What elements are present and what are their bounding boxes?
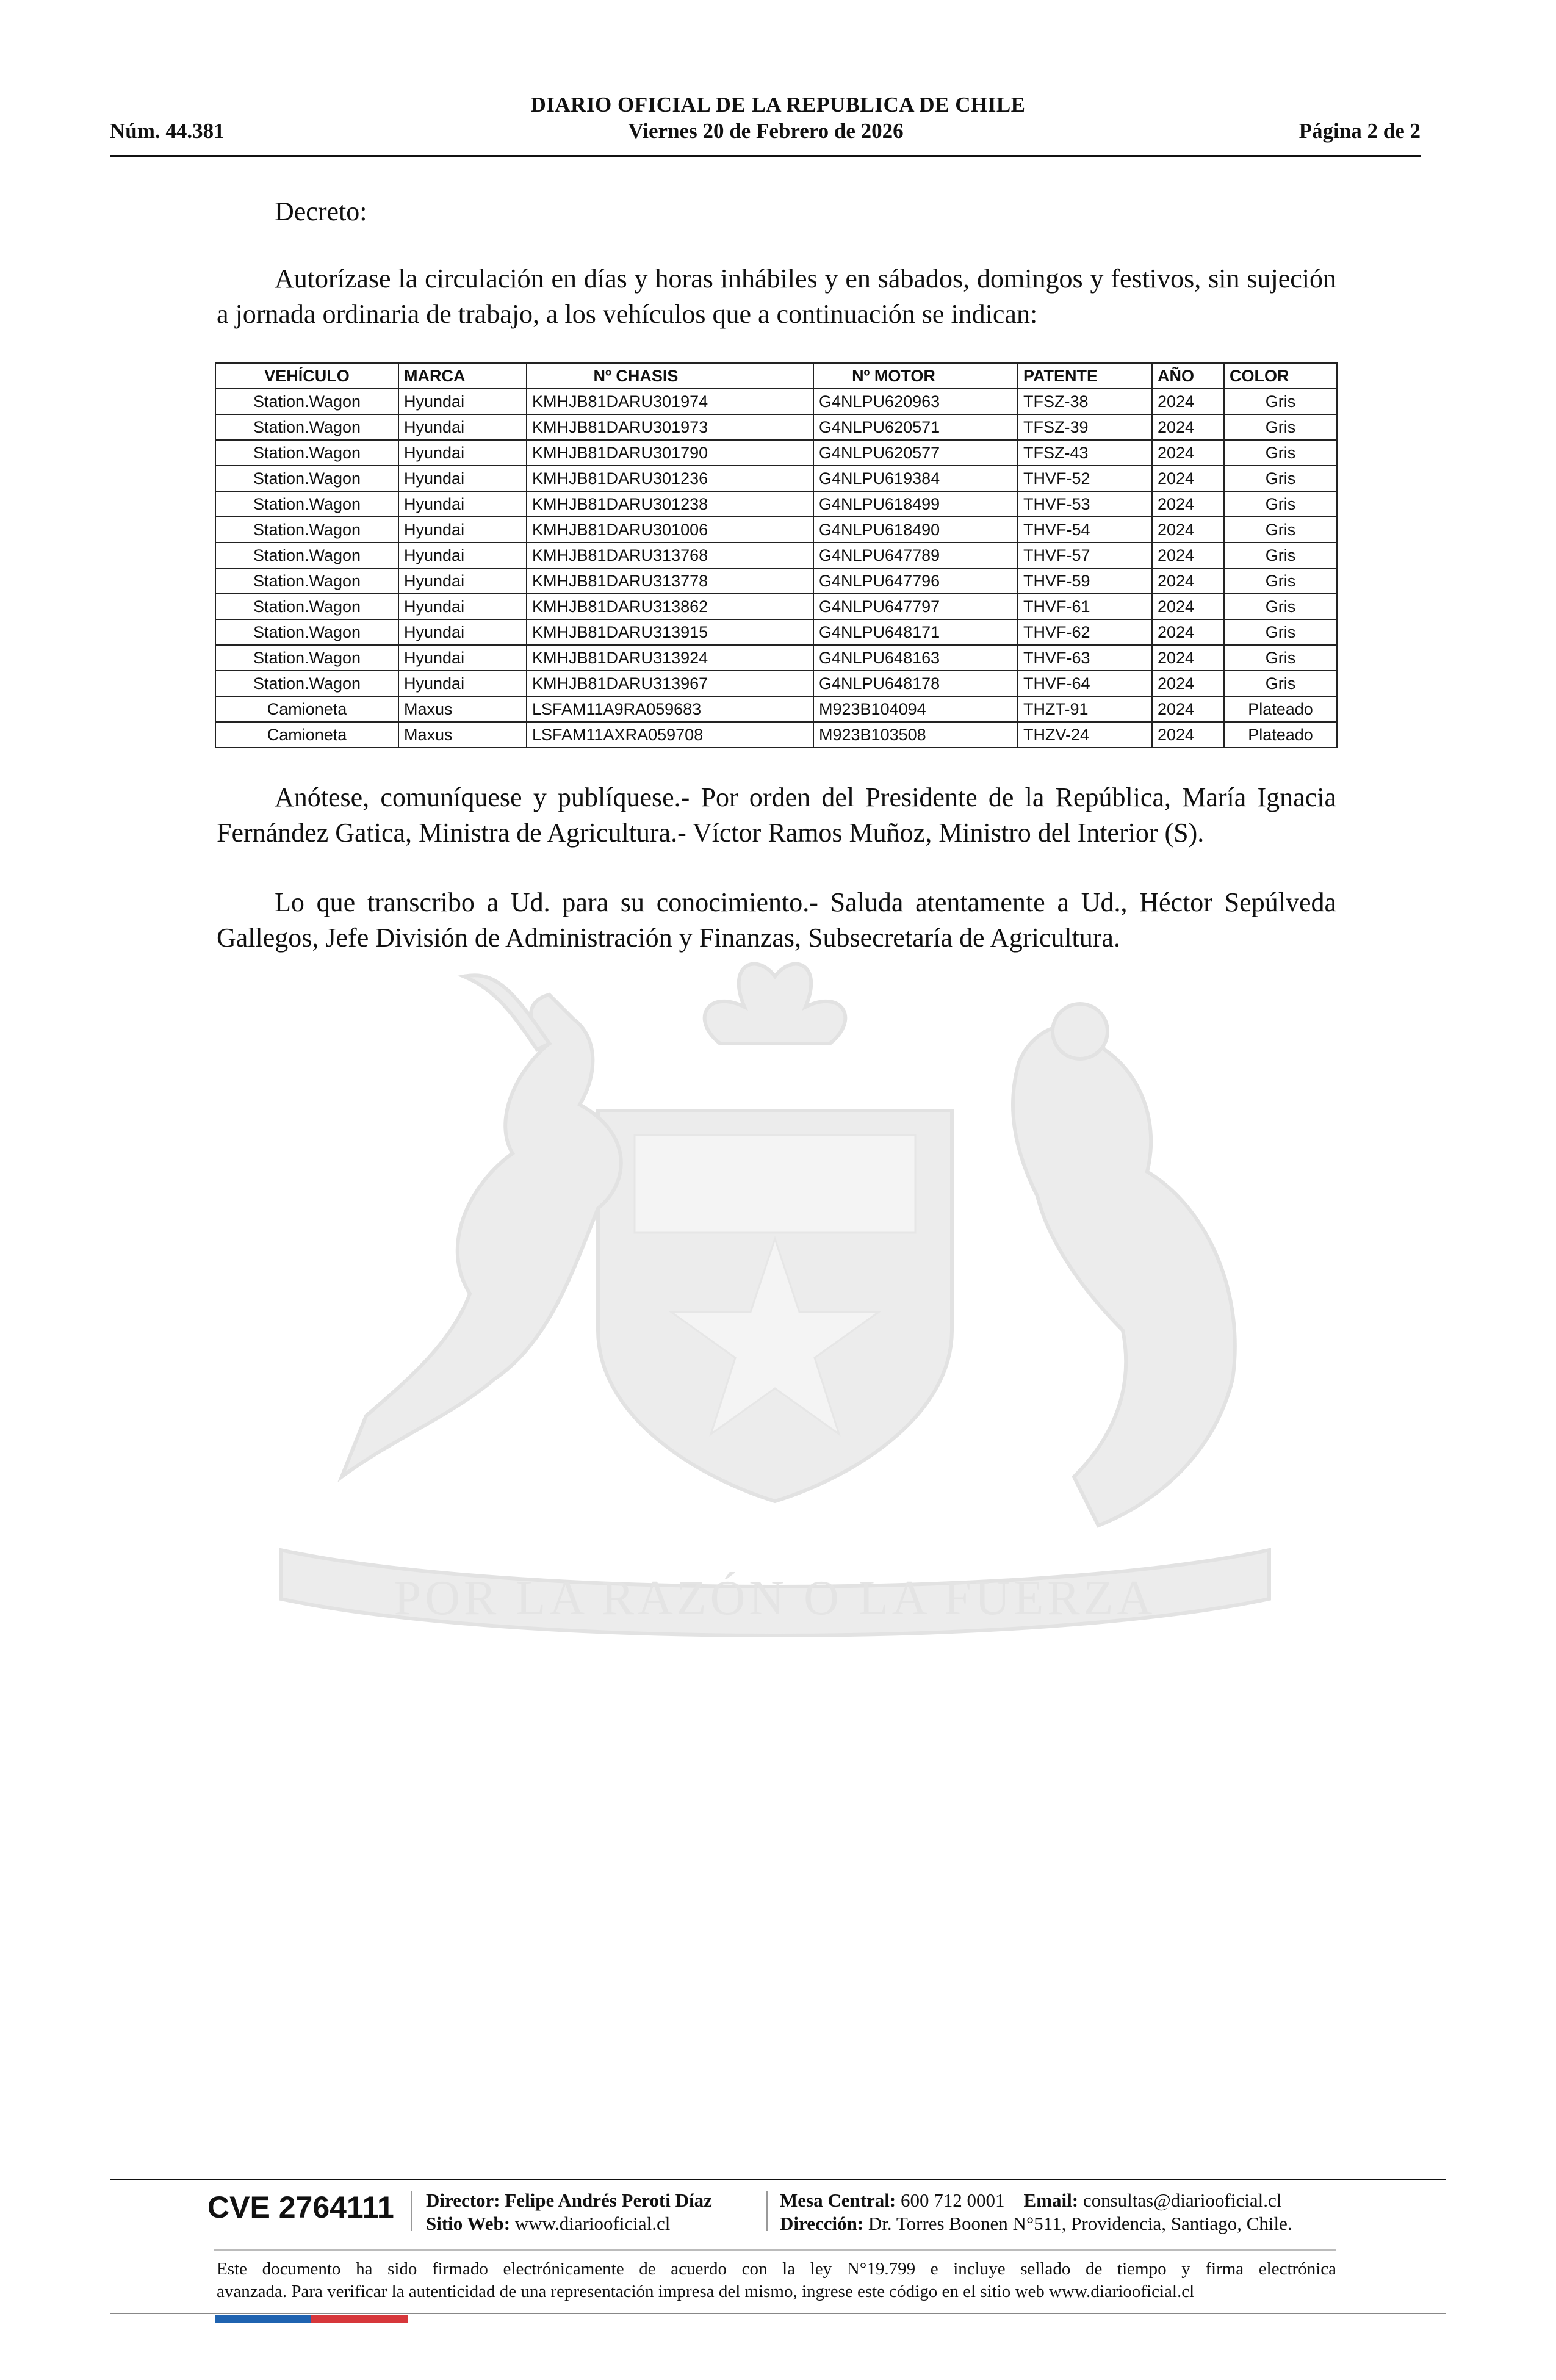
cell-marca: Hyundai (398, 414, 527, 440)
cell-motor: G4NLPU620571 (813, 414, 1018, 440)
cell-motor: G4NLPU647796 (813, 568, 1018, 594)
cell-ano: 2024 (1152, 645, 1224, 671)
col-header-marca: MARCA (398, 363, 527, 389)
header-divider (110, 155, 1421, 157)
footer-divider-bottom (110, 2313, 1446, 2314)
cell-marca: Hyundai (398, 671, 527, 696)
cell-color: Gris (1224, 645, 1337, 671)
cell-patente: THVF-63 (1018, 645, 1152, 671)
website-link[interactable]: www.diariooficial.cl (514, 2213, 671, 2234)
cell-motor: G4NLPU647789 (813, 543, 1018, 568)
director-label: Director: (426, 2190, 500, 2211)
table-row (215, 568, 1337, 594)
cell-motor: M923B104094 (813, 696, 1018, 722)
cell-motor: G4NLPU618499 (813, 491, 1018, 517)
cell-patente: THVF-62 (1018, 619, 1152, 645)
cell-patente: THZV-24 (1018, 722, 1152, 748)
website-label: Sitio Web: (426, 2213, 511, 2234)
cell-chasis: KMHJB81DARU301973 (527, 414, 813, 440)
closing-paragraph: Anótese, comuníquese y publíquese.- Por orden del Presidente de la República, María Ignacia Fernández Gatica, Ministra de Agricultura.- Víctor Ramos Muñoz, Ministro del Interior (S). (217, 782, 1336, 848)
table-row (215, 543, 1337, 568)
vehicle-table-body (215, 389, 1337, 748)
cell-vehiculo: Camioneta (215, 696, 398, 722)
cell-vehiculo: Station.Wagon (215, 517, 398, 543)
cell-color: Gris (1224, 389, 1337, 414)
cell-motor: G4NLPU648178 (813, 671, 1018, 696)
cell-ano: 2024 (1152, 389, 1224, 414)
cell-color: Plateado (1224, 722, 1337, 748)
table-row (215, 517, 1337, 543)
cell-ano: 2024 (1152, 671, 1224, 696)
cell-vehiculo: Station.Wagon (215, 440, 398, 466)
cell-vehiculo: Station.Wagon (215, 645, 398, 671)
cell-ano: 2024 (1152, 440, 1224, 466)
cell-chasis: KMHJB81DARU301974 (527, 389, 813, 414)
col-header-color: COLOR (1224, 363, 1337, 389)
cell-motor: G4NLPU620577 (813, 440, 1018, 466)
cell-patente: THVF-53 (1018, 491, 1152, 517)
cell-ano: 2024 (1152, 696, 1224, 722)
cell-vehiculo: Station.Wagon (215, 671, 398, 696)
cell-motor: G4NLPU620963 (813, 389, 1018, 414)
cell-vehiculo: Station.Wagon (215, 414, 398, 440)
cell-motor: G4NLPU648171 (813, 619, 1018, 645)
cell-chasis: LSFAM11AXRA059708 (527, 722, 813, 748)
issue-date: Viernes 20 de Febrero de 2026 (628, 119, 904, 143)
footer-divider-top (110, 2179, 1446, 2180)
chile-coat-of-arms-icon (207, 952, 1342, 1672)
cell-marca: Hyundai (398, 568, 527, 594)
cell-chasis: KMHJB81DARU313768 (527, 543, 813, 568)
watermark-motto: POR LA RAZÓN O LA FUERZA (394, 1571, 1156, 1625)
phone-label: Mesa Central: (780, 2190, 896, 2211)
cell-vehiculo: Station.Wagon (215, 594, 398, 619)
col-header-chasis: Nº CHASIS (527, 363, 813, 389)
cell-patente: TFSZ-38 (1018, 389, 1152, 414)
cell-ano: 2024 (1152, 568, 1224, 594)
cell-patente: TFSZ-39 (1018, 414, 1152, 440)
table-row (215, 414, 1337, 440)
cell-color: Plateado (1224, 696, 1337, 722)
cell-marca: Maxus (398, 696, 527, 722)
email-link[interactable]: consultas@diariooficial.cl (1082, 2190, 1282, 2211)
cell-motor: G4NLPU619384 (813, 466, 1018, 491)
cell-vehiculo: Station.Wagon (215, 389, 398, 414)
cell-color: Gris (1224, 619, 1337, 645)
cell-vehiculo: Station.Wagon (215, 491, 398, 517)
cell-chasis: KMHJB81DARU313862 (527, 594, 813, 619)
cell-patente: THZT-91 (1018, 696, 1152, 722)
col-header-motor: Nº MOTOR (813, 363, 1018, 389)
cell-vehiculo: Station.Wagon (215, 568, 398, 594)
table-row (215, 491, 1337, 517)
cell-patente: THVF-52 (1018, 466, 1152, 491)
footer-divider-mid (214, 2249, 1336, 2251)
cell-patente: THVF-59 (1018, 568, 1152, 594)
table-row (215, 696, 1337, 722)
table-row (215, 645, 1337, 671)
table-header-row (215, 363, 1337, 389)
cell-motor: G4NLPU647797 (813, 594, 1018, 619)
address-label: Dirección: (780, 2213, 864, 2234)
col-header-patente: PATENTE (1018, 363, 1152, 389)
cell-marca: Hyundai (398, 543, 527, 568)
cell-vehiculo: Station.Wagon (215, 619, 398, 645)
cell-vehiculo: Station.Wagon (215, 466, 398, 491)
footer-director-block (426, 2189, 712, 2235)
journal-title: DIARIO OFICIAL DE LA REPUBLICA DE CHILE (530, 93, 1026, 117)
cell-patente: THVF-61 (1018, 594, 1152, 619)
transcription-paragraph: Lo que transcribo a Ud. para su conocimiento.- Saluda atentamente a Ud., Héctor Sepúlveda Gallegos, Jefe División de Administración y Finanzas, Subsecretaría de Agricultura. (217, 887, 1336, 953)
page-indicator: Página 2 de 2 (1298, 119, 1421, 143)
table-row (215, 389, 1337, 414)
cell-chasis: KMHJB81DARU301236 (527, 466, 813, 491)
cell-ano: 2024 (1152, 466, 1224, 491)
footer-separator (766, 2191, 768, 2231)
footer-separator (411, 2191, 412, 2231)
authorization-paragraph: Autorízase la circulación en días y horas inhábiles y en sábados, domingos y festivos, sin sujeción a jornada ordinaria de trabajo, a los vehículos que a continuación se indican: (217, 264, 1336, 329)
cell-chasis: KMHJB81DARU313915 (527, 619, 813, 645)
cell-color: Gris (1224, 594, 1337, 619)
cell-motor: G4NLPU648163 (813, 645, 1018, 671)
cell-vehiculo: Camioneta (215, 722, 398, 748)
cell-color: Gris (1224, 568, 1337, 594)
cell-chasis: KMHJB81DARU313924 (527, 645, 813, 671)
cell-color: Gris (1224, 517, 1337, 543)
cell-patente: THVF-54 (1018, 517, 1152, 543)
cell-ano: 2024 (1152, 722, 1224, 748)
cell-marca: Hyundai (398, 517, 527, 543)
cell-marca: Hyundai (398, 645, 527, 671)
phone-value: 600 712 0001 (901, 2190, 1005, 2211)
cell-motor: G4NLPU618490 (813, 517, 1018, 543)
cell-ano: 2024 (1152, 619, 1224, 645)
cell-ano: 2024 (1152, 491, 1224, 517)
footer-contact-block (780, 2189, 1292, 2235)
cell-marca: Hyundai (398, 440, 527, 466)
cell-patente: THVF-57 (1018, 543, 1152, 568)
cell-marca: Hyundai (398, 389, 527, 414)
cell-color: Gris (1224, 466, 1337, 491)
cell-ano: 2024 (1152, 543, 1224, 568)
table-row (215, 671, 1337, 696)
cell-marca: Hyundai (398, 491, 527, 517)
table-row (215, 619, 1337, 645)
cell-chasis: KMHJB81DARU301006 (527, 517, 813, 543)
cve-code: CVE 2764111 (207, 2190, 394, 2224)
cell-chasis: KMHJB81DARU313967 (527, 671, 813, 696)
cell-color: Gris (1224, 414, 1337, 440)
signature-note-line1: Este documento ha sido firmado electrónicamente de acuerdo con la ley N°19.799 e incluye sellado de tiempo y firma electrónica (217, 2259, 1336, 2279)
table-row (215, 440, 1337, 466)
cell-patente: THVF-64 (1018, 671, 1152, 696)
cell-patente: TFSZ-43 (1018, 440, 1152, 466)
cell-color: Gris (1224, 543, 1337, 568)
address-value: Dr. Torres Boonen N°511, Providencia, Santiago, Chile. (868, 2213, 1292, 2234)
cell-chasis: KMHJB81DARU313778 (527, 568, 813, 594)
cell-chasis: KMHJB81DARU301790 (527, 440, 813, 466)
flag-bar-blue (215, 2315, 311, 2323)
table-row (215, 722, 1337, 748)
email-label: Email: (1023, 2190, 1079, 2211)
cell-color: Gris (1224, 491, 1337, 517)
cell-marca: Hyundai (398, 594, 527, 619)
cell-vehiculo: Station.Wagon (215, 543, 398, 568)
cell-marca: Maxus (398, 722, 527, 748)
cell-ano: 2024 (1152, 414, 1224, 440)
cell-motor: M923B103508 (813, 722, 1018, 748)
cell-color: Gris (1224, 671, 1337, 696)
decree-heading: Decreto: (275, 197, 367, 226)
vehicle-table (215, 362, 1338, 748)
cell-ano: 2024 (1152, 517, 1224, 543)
table-row (215, 466, 1337, 491)
table-row (215, 594, 1337, 619)
cell-chasis: KMHJB81DARU301238 (527, 491, 813, 517)
flag-bar-red (311, 2315, 408, 2323)
col-header-ano: AÑO (1152, 363, 1224, 389)
cell-chasis: LSFAM11A9RA059683 (527, 696, 813, 722)
cell-ano: 2024 (1152, 594, 1224, 619)
director-name: Felipe Andrés Peroti Díaz (505, 2190, 712, 2211)
cell-marca: Hyundai (398, 619, 527, 645)
col-header-vehiculo: VEHÍCULO (215, 363, 398, 389)
cell-marca: Hyundai (398, 466, 527, 491)
signature-note-line2: avanzada. Para verificar la autenticidad de una representación impresa del mismo, ingrese este código en el sitio web www.diariooficial.cl (217, 2282, 1195, 2301)
issue-number: Núm. 44.381 (110, 119, 225, 143)
cell-color: Gris (1224, 440, 1337, 466)
